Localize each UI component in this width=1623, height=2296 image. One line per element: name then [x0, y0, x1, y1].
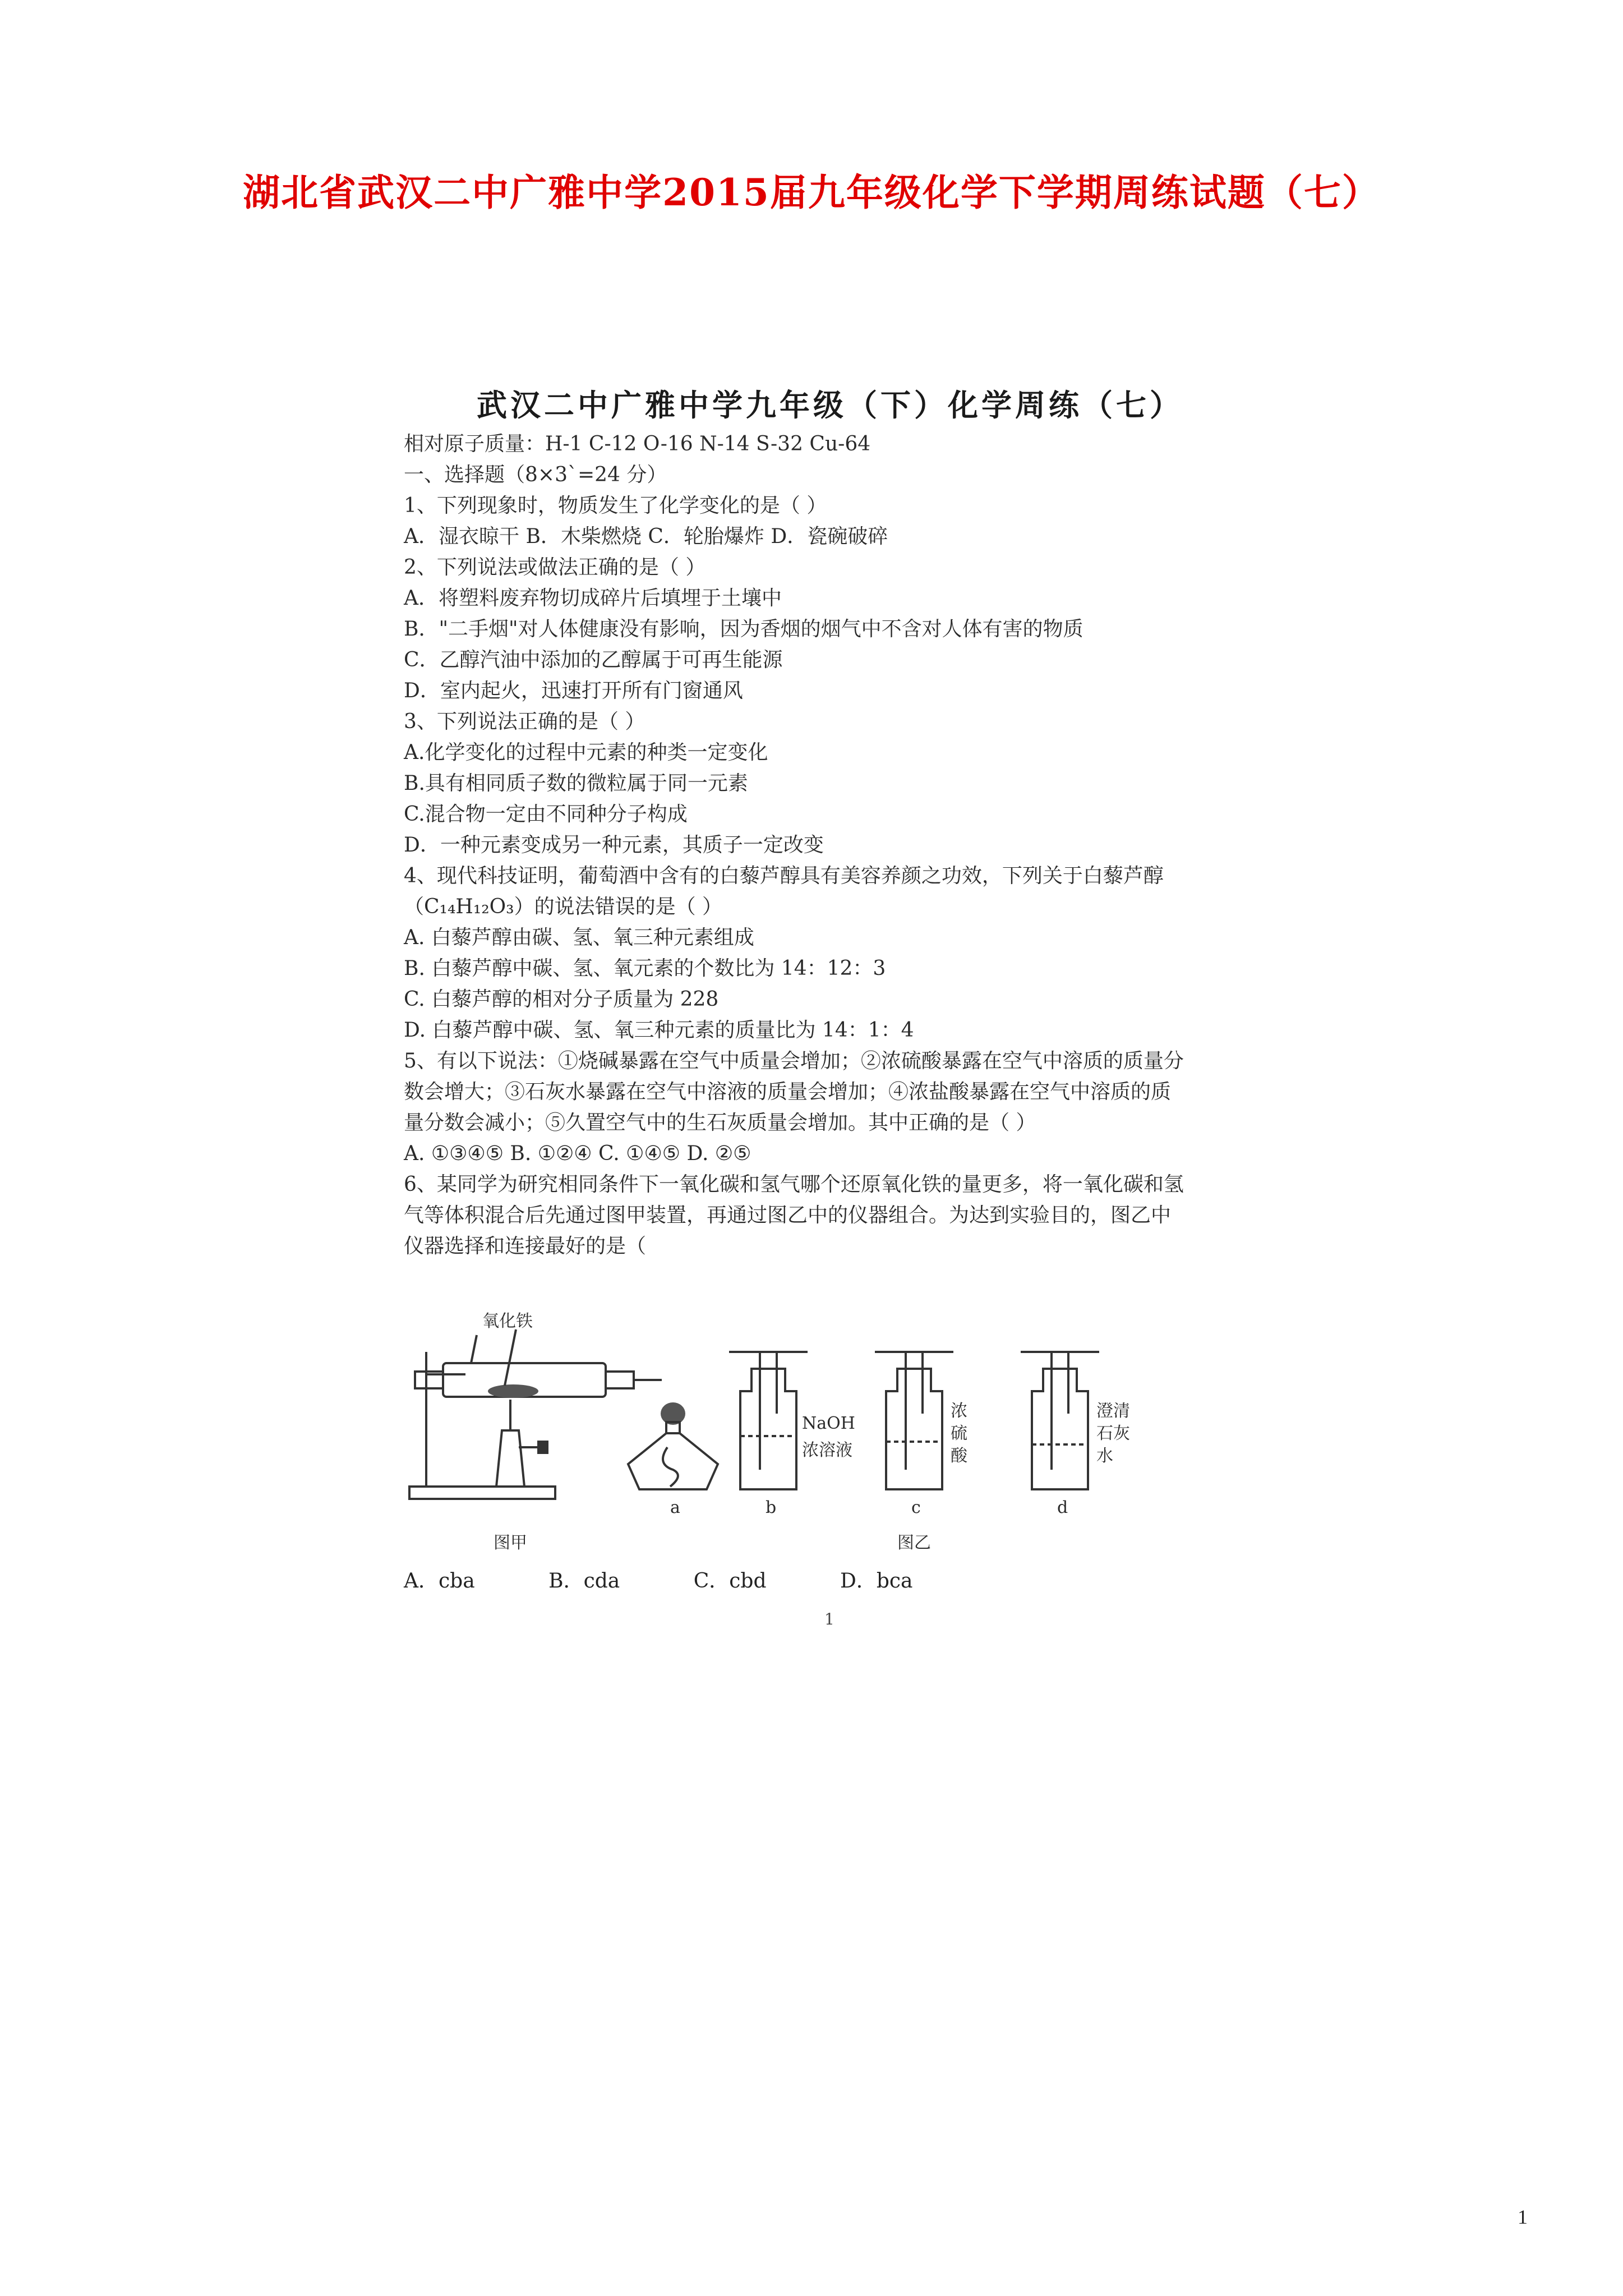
- naoh-label: NaOH: [802, 1414, 855, 1433]
- exam-line: B．"二手烟"对人体健康没有影响，因为香烟的烟气中不含对人体有害的物质: [404, 618, 1083, 641]
- exam-line: （C₁₄H₁₂O₃）的说法错误的是（ ）: [404, 895, 723, 918]
- label-b: b: [766, 1498, 777, 1517]
- exam-title: 武汉二中广雅中学九年级（下）化学周练（七）: [477, 387, 1183, 423]
- limewater-label-3: 水: [1096, 1446, 1113, 1466]
- exam-line: 气等体积混合后先通过图甲装置，再通过图乙中的仪器组合。为达到实验目的，图乙中: [404, 1204, 1172, 1227]
- apparatus-jia: [409, 1329, 662, 1499]
- acid-label-3: 酸: [951, 1446, 967, 1466]
- document-title: 湖北省武汉二中广雅中学2015届九年级化学下学期周练试题（七）: [243, 171, 1380, 214]
- option-d: D．bca: [840, 1570, 913, 1593]
- exam-line: A.化学变化的过程中元素的种类一定变化: [404, 741, 768, 764]
- exam-line: 1、下列现象时，物质发生了化学变化的是（ ）: [404, 494, 827, 517]
- exam-line: 数会增大；③石灰水暴露在空气中溶液的质量会增加；④浓盐酸暴露在空气中溶质的质: [404, 1080, 1172, 1103]
- scanned-exam-page: [393, 359, 1267, 1638]
- figure-yi-caption: 图乙: [897, 1533, 931, 1553]
- acid-label-1: 浓: [951, 1401, 967, 1421]
- exam-line: 5、有以下说法：①烧碱暴露在空气中质量会增加；②浓硫酸暴露在空气中溶质的质量分: [404, 1050, 1184, 1073]
- exam-line: D. 白藜芦醇中碳、氢、氧三种元素的质量比为 14：1：4: [404, 1019, 914, 1042]
- exam-line: B.具有相同质子数的微粒属于同一元素: [404, 772, 748, 795]
- exam-line: A．将塑料废弃物切成碎片后填埋于土壤中: [404, 587, 782, 610]
- exam-line: 6、某同学为研究相同条件下一氧化碳和氢气哪个还原氧化铁的量更多，将一氧化碳和氢: [404, 1173, 1184, 1196]
- exam-line: 一、选择题（8×3`=24 分）: [404, 463, 667, 486]
- wash-bottle-b: [729, 1352, 808, 1489]
- limewater-label-2: 石灰: [1096, 1424, 1130, 1443]
- figure-jia-caption: 图甲: [494, 1533, 527, 1553]
- page-number: 1: [1518, 2206, 1528, 2228]
- option-c: C．cbd: [693, 1570, 767, 1593]
- wash-bottle-d: [1021, 1352, 1099, 1489]
- exam-line: C. 白藜芦醇的相对分子质量为 228: [404, 988, 719, 1011]
- label-c: c: [911, 1498, 921, 1517]
- alcohol-lamp-a: [628, 1402, 718, 1489]
- label-d: d: [1057, 1498, 1068, 1517]
- exam-line: A. 白藜芦醇由碳、氢、氧三种元素组成: [404, 926, 754, 949]
- exam-line: A. ①③④⑤ B. ①②④ C. ①④⑤ D. ②⑤: [404, 1142, 751, 1165]
- exam-line: 仪器选择和连接最好的是（: [404, 1235, 647, 1258]
- exam-line: 4、现代科技证明，葡萄酒中含有的白藜芦醇具有美容养颜之功效，下列关于白藜芦醇: [404, 864, 1164, 887]
- scan-page-number: 1: [824, 1610, 834, 1628]
- q6-answer-options: [404, 1565, 980, 1594]
- exam-line: 3、下列说法正确的是（ ）: [404, 710, 645, 733]
- exam-line: A．湿衣晾干 B．木柴燃烧 C．轮胎爆炸 D．瓷碗破碎: [404, 525, 888, 548]
- exam-line: 量分数会减小；⑤久置空气中的生石灰质量会增加。其中正确的是（ ）: [404, 1111, 1036, 1134]
- acid-label-2: 硫: [951, 1424, 967, 1443]
- label-a: a: [670, 1498, 680, 1517]
- naoh-solution-label: 浓溶液: [802, 1441, 852, 1460]
- exam-line: B. 白藜芦醇中碳、氢、氧元素的个数比为 14：12：3: [404, 957, 886, 980]
- exam-line: D．一种元素变成另一种元素，其质子一定改变: [404, 834, 824, 857]
- limewater-label-1: 澄清: [1096, 1401, 1130, 1421]
- option-a: A．cba: [404, 1570, 475, 1593]
- exam-line: C．乙醇汽油中添加的乙醇属于可再生能源: [404, 648, 783, 671]
- exam-line: 2、下列说法或做法正确的是（ ）: [404, 556, 706, 579]
- wash-bottle-c: [875, 1352, 953, 1489]
- iron-oxide-label: 氧化铁: [482, 1312, 533, 1331]
- exam-line: C.混合物一定由不同种分子构成: [404, 803, 688, 826]
- exam-line: D．室内起火，迅速打开所有门窗通风: [404, 679, 743, 702]
- option-b: B．cda: [548, 1570, 620, 1593]
- apparatus-figure: [404, 1301, 1262, 1582]
- exam-line: 相对原子质量：H-1 C-12 O-16 N-14 S-32 Cu-64: [404, 432, 871, 455]
